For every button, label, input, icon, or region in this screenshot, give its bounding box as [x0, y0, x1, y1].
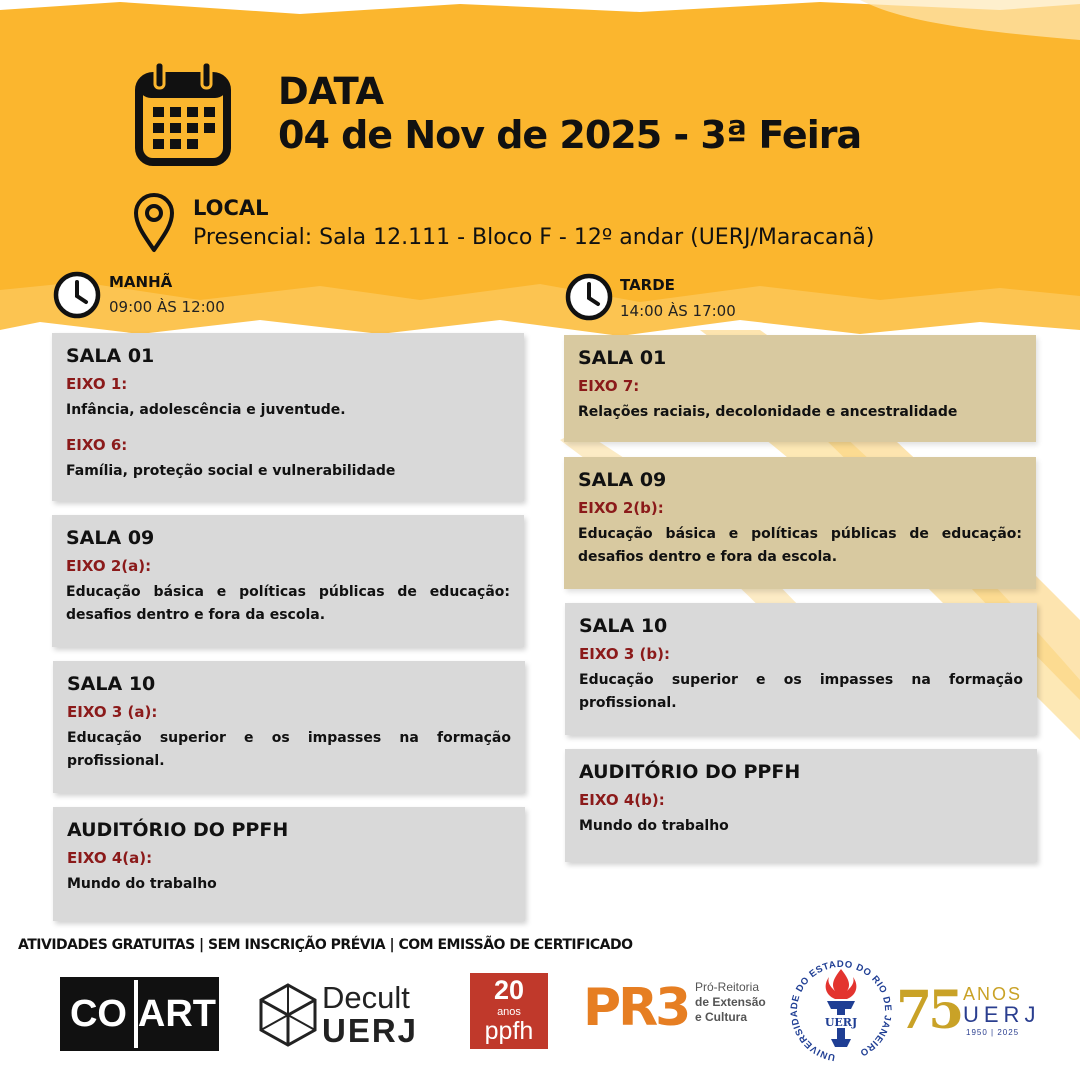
- room-card: [52, 333, 524, 501]
- anos-logo-years: 1950 | 2025: [966, 1028, 1020, 1037]
- coart-logo-left: CO: [69, 992, 127, 1035]
- coart-logo: [60, 977, 219, 1051]
- local-label: LOCAL: [193, 196, 269, 220]
- eixo-label: EIXO 7:: [578, 377, 640, 395]
- eixo-description: Mundo do trabalho: [67, 876, 217, 892]
- event-date: 04 de Nov de 2025 - 3ª Feira: [278, 113, 862, 157]
- clock-icon: [564, 272, 614, 322]
- eixo-description: Educação superior e os impasses na formação profissional.: [67, 730, 511, 769]
- room-card: [52, 515, 524, 647]
- calendar-icon: [133, 60, 233, 168]
- afternoon-title: TARDE: [620, 276, 675, 294]
- uerj-seal-center: UERJ: [824, 1016, 858, 1029]
- ppfh-logo-name: ppfh: [484, 1017, 534, 1045]
- data-label: DATA: [278, 70, 384, 113]
- morning-time: 09:00 ÀS 12:00: [109, 298, 225, 316]
- clock-icon: [52, 270, 102, 320]
- afternoon-time: 14:00 ÀS 17:00: [620, 302, 736, 320]
- eixo-description: Educação básica e políticas públicas de educação: desafios dentro e fora da escola.: [66, 584, 510, 623]
- eixo-description: Educação básica e políticas públicas de educação: desafios dentro e fora da escola.: [578, 526, 1022, 565]
- eixo-description: Mundo do trabalho: [579, 818, 729, 834]
- room-title: AUDITÓRIO DO PPFH: [67, 819, 289, 841]
- room-card: [565, 749, 1037, 862]
- eixo-label: EIXO 4(b):: [579, 791, 665, 809]
- eixo-label: EIXO 2(b):: [578, 499, 664, 517]
- pr3-logo-line2: de Extensão: [695, 995, 766, 1009]
- pr3-logo: [583, 978, 783, 1038]
- eixo-description: Família, proteção social e vulnerabilidade: [66, 463, 396, 479]
- coart-logo-right: ART: [134, 980, 216, 1048]
- eixo-label: EIXO 2(a):: [66, 557, 152, 575]
- eixo-label: EIXO 4(a):: [67, 849, 153, 867]
- room-title: SALA 09: [578, 469, 667, 491]
- ppfh-logo-number: 20: [493, 975, 525, 1005]
- location-pin-icon: [132, 192, 176, 254]
- uerj-75-anos-logo: [896, 980, 1046, 1040]
- anos-logo-word: ANOS: [963, 984, 1023, 1004]
- morning-title: MANHÃ: [109, 273, 173, 291]
- eixo-label: EIXO 3 (a):: [67, 703, 158, 721]
- room-card: [53, 807, 525, 921]
- decult-logo-line1: Decult: [322, 980, 410, 1015]
- room-title: SALA 01: [578, 347, 667, 369]
- room-card: [564, 335, 1036, 442]
- eixo-label: EIXO 6:: [66, 436, 128, 454]
- anos-logo-uerj: UERJ: [963, 1002, 1041, 1027]
- eixo-description: Educação superior e os impasses na formação profissional.: [579, 672, 1023, 711]
- decult-logo: [258, 980, 438, 1050]
- room-title: SALA 10: [67, 673, 156, 695]
- footer-notice: ATIVIDADES GRATUITAS | SEM INSCRIÇÃO PRÉVIA | COM EMISSÃO DE CERTIFICADO: [18, 937, 633, 953]
- cube-icon: [258, 982, 318, 1048]
- ppfh-logo-anos: anos: [497, 1006, 521, 1018]
- eixo-description: Infância, adolescência e juventude.: [66, 402, 346, 418]
- room-title: SALA 01: [66, 345, 155, 367]
- room-title: SALA 10: [579, 615, 668, 637]
- eixo-label: EIXO 1:: [66, 375, 128, 393]
- anos-logo-number: 75: [896, 980, 961, 1041]
- eixo-label: EIXO 3 (b):: [579, 645, 670, 663]
- ppfh-logo: [470, 973, 548, 1049]
- room-card: [564, 457, 1036, 589]
- room-card: [53, 661, 525, 793]
- room-title: SALA 09: [66, 527, 155, 549]
- pr3-logo-line1: Pró-Reitoria: [695, 980, 760, 994]
- pr3-logo-line3: e Cultura: [695, 1010, 748, 1024]
- uerj-seal-logo: [787, 955, 895, 1070]
- decult-logo-line2: UERJ: [322, 1012, 419, 1049]
- room-title: AUDITÓRIO DO PPFH: [579, 761, 801, 783]
- uerj-seal-ring-text: UNIVERSIDADE DO ESTADO DO RIO DE JANEIRO: [788, 958, 894, 1063]
- room-card: [565, 603, 1037, 735]
- torch-icon: [826, 969, 857, 1047]
- eixo-description: Relações raciais, decolonidade e ancestralidade: [578, 404, 958, 420]
- local-address: Presencial: Sala 12.111 - Bloco F - 12º andar (UERJ/Maracanã): [193, 225, 875, 250]
- pr3-logo-mark: PR3: [583, 978, 689, 1038]
